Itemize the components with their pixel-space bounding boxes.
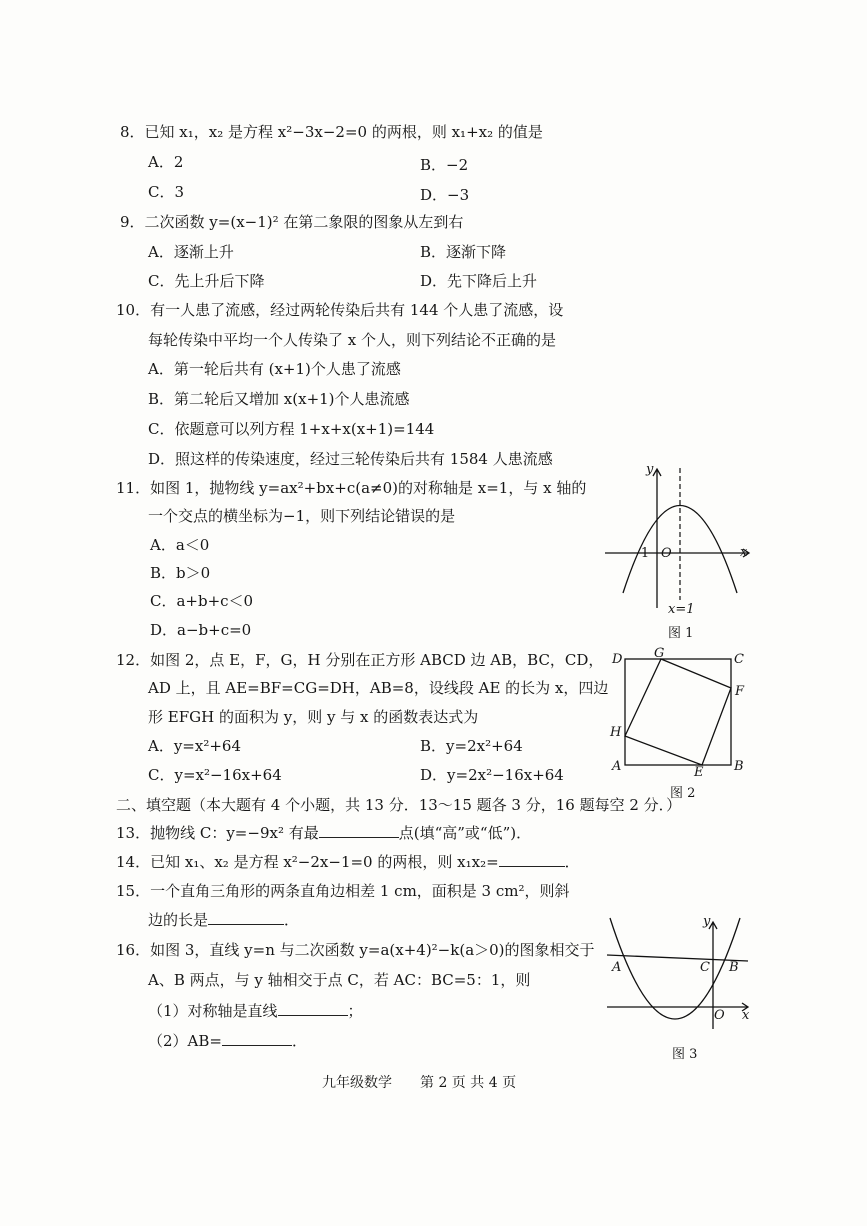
fig3-y-label: y <box>703 914 711 929</box>
q11-option-b: B．b＞0 <box>150 564 211 582</box>
q12-option-b: B．y=2x²+64 <box>420 737 523 755</box>
fig2-label-f: F <box>735 684 745 699</box>
fig1-caption: 图 1 <box>668 626 694 641</box>
q11-stem-line2: 一个交点的横坐标为−1，则下列结论错误的是 <box>148 507 456 525</box>
q16-part2-text: （2）AB= <box>148 1032 222 1050</box>
q12-stem-line3: 形 EFGH 的面积为 y，则 y 与 x 的函数表达式为 <box>148 708 479 726</box>
q12-option-d: D．y=2x²−16x+64 <box>420 766 564 784</box>
q15-before: 边的长是 <box>148 911 209 929</box>
fig2-quadrilateral-efgh <box>625 659 731 765</box>
q16-part1-blank[interactable] <box>278 1001 348 1016</box>
q12-option-a: A．y=x²+64 <box>148 737 242 755</box>
q16-part1-end: ； <box>347 1002 363 1020</box>
q15-line1: 15．一个直角三角形的两条直角边相差 1 cm，面积是 3 cm²，则斜 <box>116 882 570 900</box>
fig2-label-c: C <box>734 652 744 667</box>
q8-option-a: A．2 <box>148 153 184 171</box>
fig3-parabola-curve <box>610 918 740 1019</box>
fig3-label-c: C <box>700 960 710 975</box>
q11-stem-line1: 11．如图 1，抛物线 y=ax²+bx+c(a≠0)的对称轴是 x=1，与 x 轴的 <box>116 479 587 497</box>
q9-option-d: D．先下降后上升 <box>420 272 538 290</box>
q16-part2-end: ． <box>291 1032 307 1050</box>
q13-line <box>116 823 531 843</box>
q13-before: 13．抛物线 C：y=−9x² 有最 <box>116 824 319 842</box>
q10-option-d: D．照这样的传染速度，经过三轮传染后共有 1584 人患流感 <box>148 450 553 468</box>
fig3-origin-label: O <box>714 1008 725 1023</box>
fig1-x-label: x <box>740 545 748 560</box>
figure-2-square <box>620 654 740 774</box>
fig2-label-e: E <box>694 765 704 780</box>
q10-stem-line1: 10．有一人患了流感，经过两轮传染后共有 144 个人患了流感，设 <box>116 301 564 319</box>
q14-line <box>116 852 580 872</box>
q16-stem-line1: 16．如图 3，直线 y=n 与二次函数 y=a(x+4)²−k(a＞0)的图象相交于 <box>116 941 595 959</box>
q10-option-c: C．依题意可以列方程 1+x+x(x+1)=144 <box>148 420 435 438</box>
q10-option-b: B．第二轮后又增加 x(x+1)个人患流感 <box>148 390 410 408</box>
fig1-y-label: y <box>646 462 654 477</box>
q8-stem: 8．已知 x₁，x₂ 是方程 x²−3x−2=0 的两根，则 x₁+x₂ 的值是 <box>120 123 543 141</box>
q11-option-a: A．a＜0 <box>150 536 210 554</box>
fig1-origin-label: O <box>661 546 672 561</box>
q9-option-c: C．先上升后下降 <box>148 272 265 290</box>
fig3-caption: 图 3 <box>672 1047 698 1062</box>
q10-option-a: A．第一轮后共有 (x+1)个人患了流感 <box>148 360 401 378</box>
q16-part2 <box>148 1031 307 1051</box>
q9-stem: 9．二次函数 y=(x−1)² 在第二象限的图象从左到右 <box>120 213 464 231</box>
fig2-caption: 图 2 <box>670 786 696 801</box>
q9-option-b: B．逐渐下降 <box>420 243 507 261</box>
fig2-label-a: A <box>612 759 622 774</box>
figure-3-parabola-line <box>604 915 754 1035</box>
fig3-label-b: B <box>729 960 739 975</box>
q8-option-c: C．3 <box>148 183 185 201</box>
q15-line2 <box>148 910 299 930</box>
figure-1-parabola <box>600 458 760 618</box>
page-footer: 九年级数学 第 2 页 共 4 页 <box>322 1075 517 1091</box>
q12-option-c: C．y=x²−16x+64 <box>148 766 282 784</box>
fig2-label-g: G <box>654 646 665 661</box>
fig3-x-label: x <box>742 1008 750 1023</box>
q16-part1 <box>148 1001 363 1021</box>
fig2-label-h: H <box>610 725 622 740</box>
fig3-label-a: A <box>612 960 622 975</box>
q13-after: 点(填“高”或“低”)． <box>398 824 532 842</box>
q12-stem-line2: AD 上，且 AE=BF=CG=DH，AB=8，设线段 AE 的长为 x，四边 <box>148 679 609 697</box>
q13-answer-blank[interactable] <box>319 823 399 838</box>
q8-option-b: B．−2 <box>420 156 469 174</box>
fig1-neg1-label: −1 <box>630 546 650 561</box>
q11-option-d: D．a−b+c=0 <box>150 621 252 639</box>
q8-option-d: D．−3 <box>420 186 470 204</box>
fig1-axis-label: x=1 <box>668 602 695 617</box>
q16-part1-text: （1）对称轴是直线 <box>148 1002 278 1020</box>
q14-answer-blank[interactable] <box>499 852 565 867</box>
q14-before: 14．已知 x₁、x₂ 是方程 x²−2x−1=0 的两根，则 x₁x₂= <box>116 853 499 871</box>
q12-stem-line1: 12．如图 2，点 E，F，G，H 分别在正方形 ABCD 边 AB，BC，CD， <box>116 651 604 669</box>
q9-option-a: A．逐渐上升 <box>148 243 234 261</box>
section-2-heading: 二、填空题（本大题有 4 个小题，共 13 分．13～15 题各 3 分，16 题每空 2 分．） <box>116 796 682 814</box>
q16-stem-line2: A、B 两点，与 y 轴相交于点 C，若 AC：BC=5：1，则 <box>148 971 531 989</box>
q11-option-c: C．a+b+c＜0 <box>150 592 254 610</box>
q15-answer-blank[interactable] <box>208 910 284 925</box>
q10-stem-line2: 每轮传染中平均一个人传染了 x 个人，则下列结论不正确的是 <box>148 331 556 349</box>
fig2-square-abcd <box>625 659 731 765</box>
q14-after: ． <box>564 853 580 871</box>
fig2-label-d: D <box>612 652 623 667</box>
fig2-label-b: B <box>734 759 744 774</box>
q15-after: ． <box>284 911 300 929</box>
q16-part2-blank[interactable] <box>222 1031 292 1046</box>
